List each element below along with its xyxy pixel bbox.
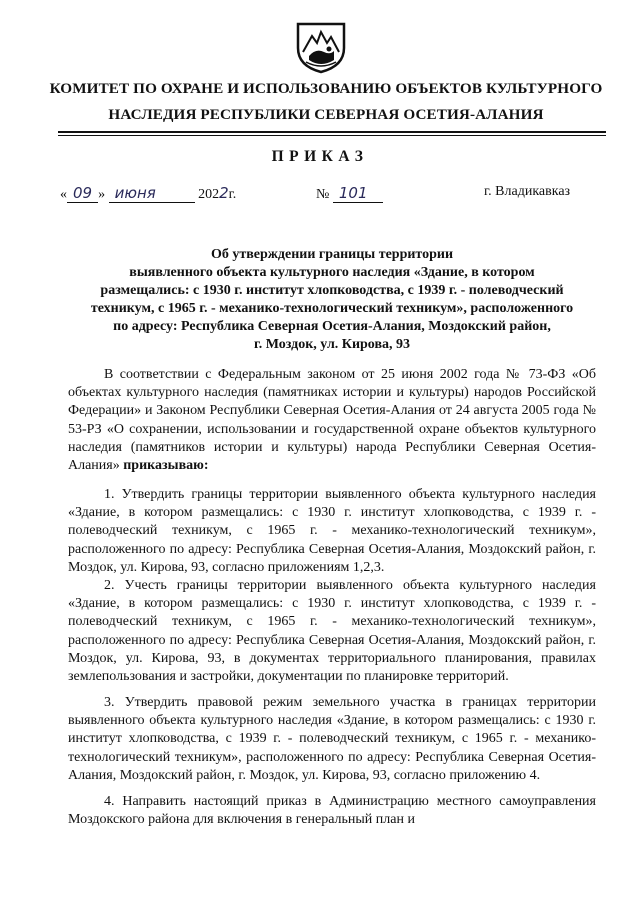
heading-line: Об утверждении границы территории (210, 247, 454, 262)
organization-name-line1: КОМИТЕТ ПО ОХРАНЕ И ИСПОЛЬЗОВАНИЮ ОБЪЕКТОВ КУЛЬТУРНОГО (49, 80, 603, 97)
date-year-suffix: 2 (219, 184, 229, 202)
coat-of-arms-icon (294, 18, 348, 74)
document-title: ПРИКАЗ (271, 148, 369, 165)
heading-line: техникум, с 1965 г. - механико-технологический техникум», расположенного (90, 301, 574, 316)
date-day: 09 (67, 184, 98, 203)
number-label: № (316, 187, 330, 202)
order-item-3: 3. Утвердить правовой режим земельного участка в границах территории выявленного объекта культурного наследия «Здание, в котором размещались: с 1930 г. институт хлопководства, с 1939 г. - полеводческий техникум, с 1965 г. - механико-технологический техникум», расположенного по адресу: Республика Северная Осетия-Алания, Моздокский район, г. Моздок, ул. Кирова, 93, согласно приложению 4. (68, 695, 596, 783)
date-open-quote: « (60, 187, 67, 202)
heading-line: выявленного объекта культурного наследия «Здание, в котором (129, 265, 535, 280)
date-month: июня (109, 184, 195, 203)
order-date (60, 184, 236, 203)
heading-line: г. Моздок, ул. Кирова, 93 (253, 337, 411, 352)
preamble-text: В соответствии с Федеральным законом от 25 июня 2002 года № 73-ФЗ «Об объектах культурного наследия (памятниках истории и культуры) народов Российской Федерации» и Законом Республики Северная Осетия-Алания от 24 августа 2005 года № 53-РЗ «О сохранении, использовании и государственной охране объектов культурного наследия (памятников истории и культуры) народа Республики Северная Осетия-Алания» (68, 367, 596, 474)
header-divider-thin (58, 135, 606, 136)
organization-name-line2: НАСЛЕДИЯ РЕСПУБЛИКИ СЕВЕРНАЯ ОСЕТИЯ-АЛАНИЯ (108, 106, 544, 123)
city: г. Владикавказ (484, 184, 571, 199)
order-heading (70, 246, 594, 354)
date-year-prefix: 202 (198, 187, 220, 202)
number-value: 101 (333, 184, 383, 203)
order-number (316, 184, 383, 203)
preamble-paragraph (68, 366, 596, 475)
date-year-end: г. (228, 187, 237, 202)
heading-line: размещались: с 1930 г. институт хлопководства, с 1939 г. - полеводческий (100, 283, 564, 298)
order-item-1: 1. Утвердить границы территории выявленного объекта культурного наследия «Здание, в котором размещались: с 1930 г. институт хлопководства, с 1939 г. - полеводческий техникум, с 1965 г. - механико-технологический техникум», расположенного по адресу: Республика Северная Осетия-Алания, Моздокский район, г. Моздок, ул. Кирова, 93, согласно приложениям 1,2,3. (68, 487, 596, 575)
preamble-directive: приказываю: (123, 458, 209, 474)
header-divider-thick (58, 131, 606, 133)
date-close-quote: » (98, 187, 106, 202)
order-item-2: 2. Учесть границы территории выявленного объекта культурного наследия «Здание, в котором размещались: с 1930 г. институт хлопководства, с 1939 г. - полеводческий техникум, с 1965 г. - механико-технологический техникум», расположенного по адресу: Республика Северная Осетия-Алания, Моздокский район, г. Моздок, ул. Кирова, 93, в документах территориального планирования, правилах землепользования и застройки, документации по планировке территорий. (68, 578, 596, 685)
order-item-4: 4. Направить настоящий приказ в Администрацию местного самоуправления Моздокского района для включения в генеральный план и (68, 794, 596, 828)
heading-line: по адресу: Республика Северная Осетия-Алания, Моздокский район, (113, 319, 551, 334)
